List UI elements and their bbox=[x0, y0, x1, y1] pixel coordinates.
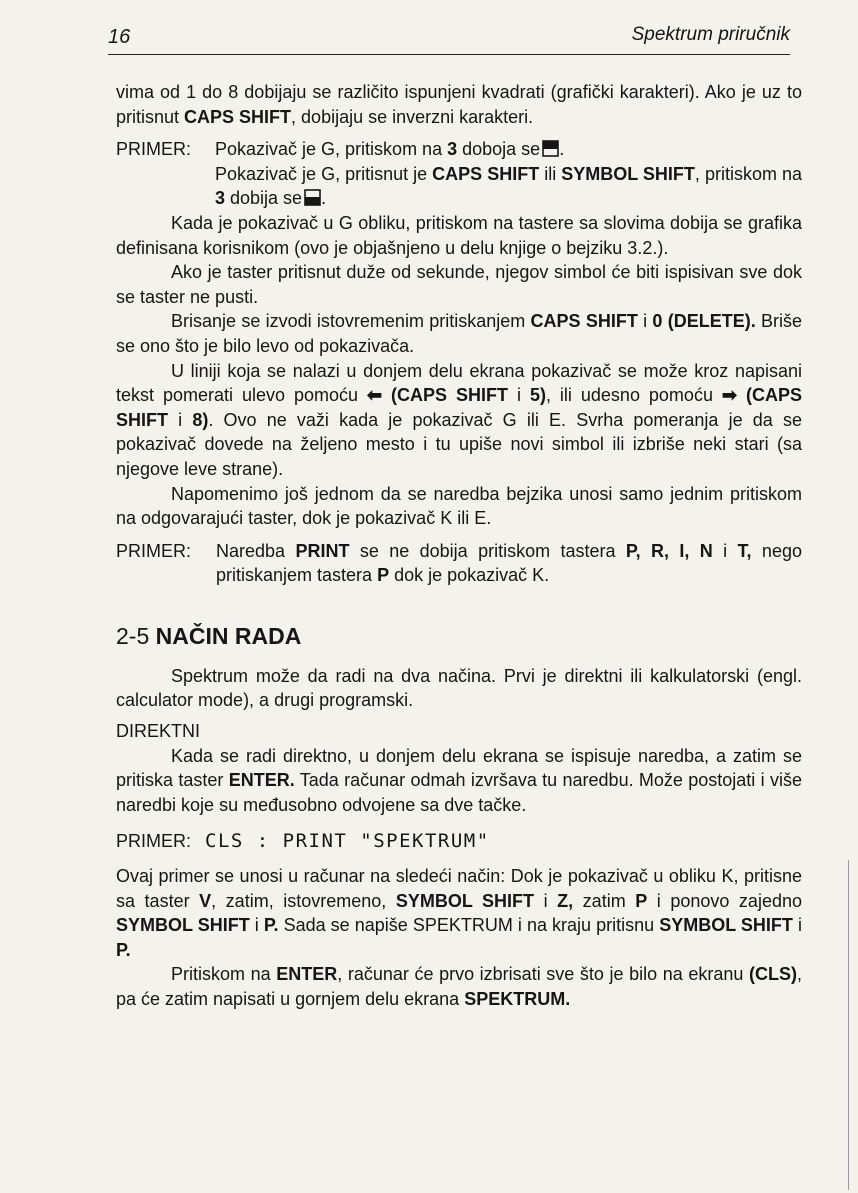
running-title: Spektrum priručnik bbox=[631, 24, 790, 45]
paragraph-entry-steps: Ovaj primer se unosi u računar na sledeći način: Dok je pokazivač u obliku K, pritisne sa taster V, zatim, istovremeno, SYMBOL SHIFT i Z, zatim P i ponovo zajedno SYMBOL SHIFT i P. Sada se napiše SPEKTRUM i na kraju pritisnu SYMBOL SHIFT i P. bbox=[116, 866, 802, 960]
example-graphics bbox=[116, 137, 802, 211]
page-number: 16 bbox=[108, 26, 131, 48]
example-code bbox=[116, 829, 802, 854]
section-title: 2-5 NAČIN RADA bbox=[116, 622, 302, 649]
zero-key: 0 bbox=[652, 311, 663, 332]
example-line-1: Pokazivač je G, pritiskom na 3 doboja se . bbox=[215, 139, 565, 160]
graphic-block-top-filled-icon bbox=[542, 140, 559, 157]
arrow-left-icon: ⬅ bbox=[366, 385, 383, 406]
paragraph-user-graphics: Kada je pokazivač u G obliku, pritiskom na tastere sa slovima dobija se grafika definisana korisnikom (ovo je objašnjeno u delu knjige o bejziku 3.2.). bbox=[116, 212, 802, 258]
scan-edge-line bbox=[848, 860, 849, 1190]
example-label: PRIMER: bbox=[116, 139, 192, 160]
paragraph-single-keystroke: Napomenimo još jednom da se naredba bejzika unosi samo jednim pritiskom na odgovarajući taster, dok je pokazivač K ili E. bbox=[116, 483, 802, 529]
subheading-direct: DIREKTNI bbox=[116, 721, 201, 742]
page-header bbox=[108, 20, 790, 55]
paragraph-modes: Spektrum može da radi na dva načina. Prvi je direktni ili kalkulatorski (engl. calculator mode), a drugi programski. bbox=[116, 665, 802, 711]
paragraph-graphics-keys: vima od 1 do 8 dobijaju se različito ispunjeni kvadrati (grafički karakteri). Ako je uz to pritisnut CAPS SHIFT, dobijaju se inverzni karakteri. bbox=[116, 82, 802, 127]
paragraph-direct-mode: Kada se radi direktno, u donjem delu ekrana se ispisuje naredba, a zatim se pritiska taster ENTER. Tada računar odmah izvršava tu naredbu. Može postojati i više naredbi koje su međusobno odvojene sa dve tačke. bbox=[116, 745, 802, 815]
code-snippet: CLS : PRINT "SPEKTRUM" bbox=[205, 830, 490, 853]
graphic-block-bottom-filled-icon bbox=[304, 189, 321, 206]
example-print: PRIMER: Naredba PRINT se ne dobija pritiskom tastera P, R, I, N i T, nego pritiskanjem tastera P dok je pokazivač K. bbox=[116, 539, 802, 588]
paragraph-delete: Brisanje se izvodi istovremenim pritiskanjem CAPS SHIFT i 0 (DELETE). Briše se ono što je bilo levo od pokazivača. bbox=[116, 311, 802, 356]
example-label: PRIMER: bbox=[116, 831, 192, 852]
page-body bbox=[116, 80, 802, 1012]
example-line-2: Pokazivač je G, pritisnut je CAPS SHIFT ili SYMBOL SHIFT, pritiskom na 3 dobija se . bbox=[215, 163, 802, 209]
arrow-right-icon: ➡ bbox=[721, 385, 738, 406]
paragraph-cursor-movement: U liniji koja se nalazi u donjem delu ekrana pokazivač se može kroz napisani tekst pomerati ulevo pomoću ⬅ (CAPS SHIFT i 5), ili udesno pomoću ➡ (CAPS SHIFT i 8). Ovo ne važi kada je pokazivač G ili E. Svrha pomeranja je da se pokazivač dovede na željeno mesto i tu upiše novi simbol ili izbriše neki stari (sa njegove leve strane). bbox=[116, 360, 802, 479]
example-label: PRIMER: bbox=[116, 540, 192, 561]
paragraph-key-repeat: Ako je taster pritisnut duže od sekunde, njegov simbol će biti ispisivan sve dok se taster ne pusti. bbox=[116, 262, 802, 307]
paragraph-enter-result: Pritiskom na ENTER, računar će prvo izbrisati sve što je bilo na ekranu (CLS), pa će zatim napisati u gornjem delu ekrana SPEKTRUM. bbox=[116, 964, 802, 1009]
